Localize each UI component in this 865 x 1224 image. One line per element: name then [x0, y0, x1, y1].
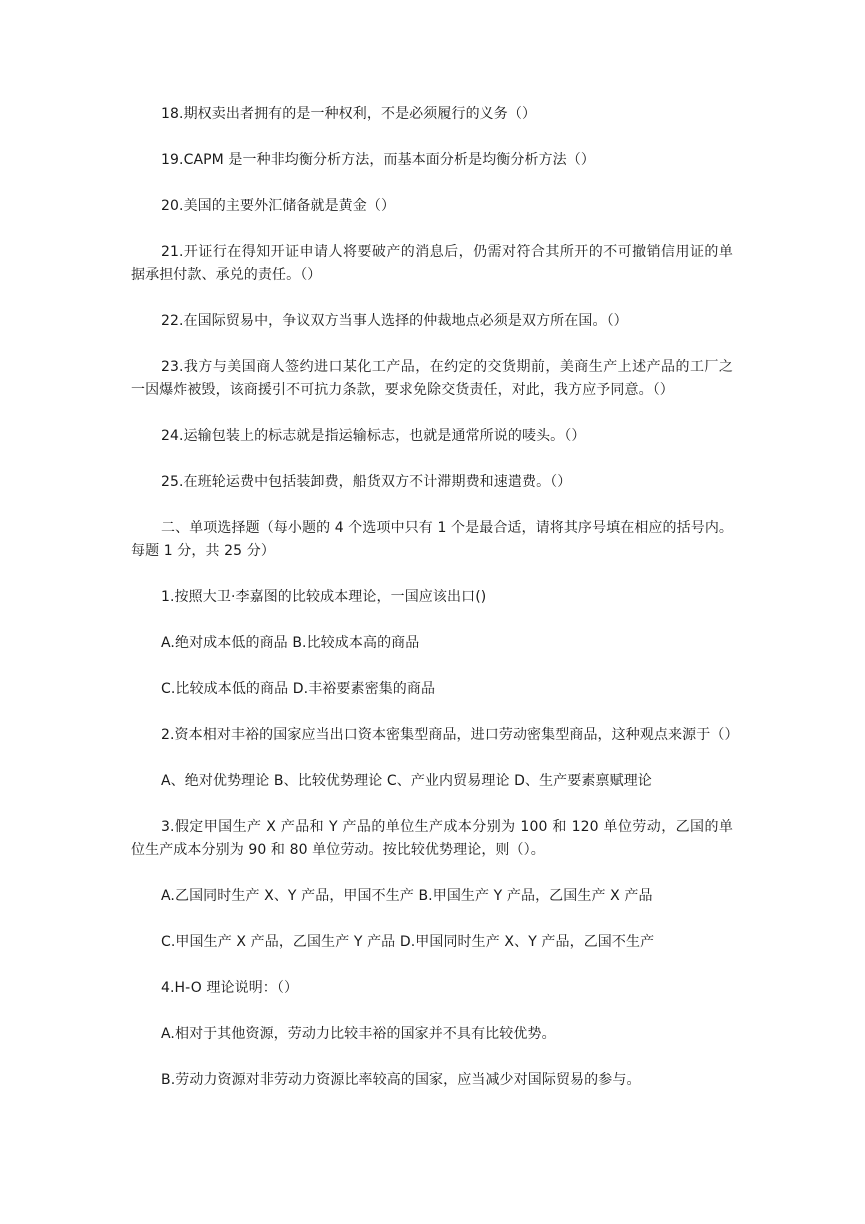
mc-question-3-options-ab: A.乙国同时生产 X、Y 产品，甲国不生产 B.甲国生产 Y 产品，乙国生产 X 产品 [161, 888, 653, 904]
document-body [131, 103, 739, 1115]
mc-question-2: 2.资本相对丰裕的国家应当出口资本密集型商品，进口劳动密集型商品，这种观点来源于（） [161, 727, 739, 743]
mc-question-3: 3.假定甲国生产 X 产品和 Y 产品的单位生产成本分别为 100 和 120 单位劳动，乙国的单位生产成本分别为 90 和 80 单位劳动。按比较优势理论，则（）。 [131, 819, 733, 858]
mc-question-1: 1.按照大卫·李嘉图的比较成本理论，一国应该出口() [161, 589, 487, 605]
question-18: 18.期权卖出者拥有的是一种权利，不是必须履行的义务（） [161, 106, 537, 122]
section-heading-single-choice: 二、单项选择题（每小题的 4 个选项中只有 1 个是最合适，请将其序号填在相应的括号内。每题 1 分，共 25 分） [131, 520, 734, 559]
mc-question-2-options: A、绝对优势理论 B、比较优势理论 C、产业内贸易理论 D、生产要素禀赋理论 [161, 773, 652, 789]
question-23: 23.我方与美国商人签约进口某化工产品，在约定的交货期前，美商生产上述产品的工厂之一因爆炸被毁，该商援引不可抗力条款，要求免除交货责任，对此，我方应予同意。（） [131, 359, 733, 398]
mc-question-3-options-cd: C.甲国生产 X 产品，乙国生产 Y 产品 D.甲国同时生产 X、Y 产品，乙国不生产 [161, 934, 655, 950]
question-25: 25.在班轮运费中包括装卸费，船货双方不计滞期费和速遣费。（） [161, 474, 572, 490]
mc-question-1-options-cd: C.比较成本低的商品 D.丰裕要素密集的商品 [161, 681, 436, 697]
question-19: 19.CAPM 是一种非均衡分析方法，而基本面分析是均衡分析方法（） [161, 152, 595, 168]
question-20: 20.美国的主要外汇储备就是黄金（） [161, 198, 396, 214]
mc-question-4-option-a: A.相对于其他资源，劳动力比较丰裕的国家并不具有比较优势。 [161, 1026, 556, 1042]
mc-question-1-options-ab: A.绝对成本低的商品 B.比较成本高的商品 [161, 635, 420, 651]
question-21: 21.开证行在得知开证申请人将要破产的消息后，仍需对符合其所开的不可撤销信用证的单据承担付款、承兑的责任。（） [131, 244, 733, 283]
mc-question-4-option-b: B.劳动力资源对非劳动力资源比率较高的国家，应当减少对国际贸易的参与。 [161, 1072, 641, 1088]
mc-question-4: 4.H-O 理论说明：（） [161, 980, 299, 996]
question-24: 24.运输包装上的标志就是指运输标志，也就是通常所说的唛头。（） [161, 428, 586, 444]
question-22: 22.在国际贸易中，争议双方当事人选择的仲裁地点必须是双方所在国。（） [161, 313, 628, 329]
